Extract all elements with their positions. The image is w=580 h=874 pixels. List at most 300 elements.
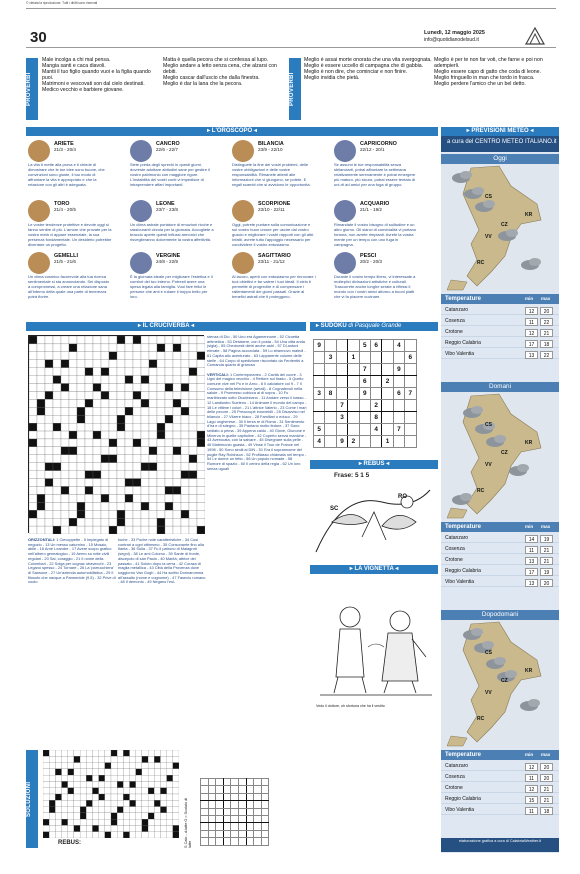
proverbio-line: Meglio andare a letto senza cena, che alzarsi con debiti. (163, 63, 277, 75)
crossword-cell (149, 376, 157, 384)
crossword-cell (197, 376, 205, 384)
solution-cell (111, 800, 117, 806)
crossword-cell (101, 486, 109, 494)
meteo-city-row (441, 328, 559, 337)
solution-cell (62, 781, 68, 787)
solution-sudoku-cell (246, 823, 254, 830)
crossword-cell (45, 352, 53, 360)
crossword-cell (117, 455, 125, 463)
temp-min: 11 (525, 807, 538, 815)
crossword-cell (157, 407, 165, 415)
crossword-cell (173, 376, 181, 384)
crossword-cell (125, 376, 133, 384)
solution-cell (173, 775, 179, 781)
crossword-cell (141, 455, 149, 463)
solution-sudoku-cell (238, 786, 246, 793)
solution-cell (55, 788, 61, 794)
crossword-cell (197, 407, 205, 415)
crossword-cell (53, 494, 61, 502)
solution-cell (105, 756, 111, 762)
crossword-cell (61, 336, 69, 344)
crossword-cell (101, 384, 109, 392)
crossword-cell (125, 391, 133, 399)
crossword-cell (197, 502, 205, 510)
crossword-cell (29, 486, 37, 494)
solution-sudoku-cell (208, 793, 216, 800)
temp-min: 11 (525, 546, 538, 554)
temp-max: 21 (540, 557, 553, 565)
crossword-cell (77, 360, 85, 368)
solution-sudoku-cell (254, 823, 262, 830)
zodiac-name: CAPRICORNO (360, 141, 397, 147)
temp-max: 20 (540, 774, 553, 782)
sudoku-cell: 2 (348, 436, 359, 448)
crossword-cell (101, 526, 109, 534)
city-name: Vibo Valentia (445, 807, 475, 813)
crossword-cell (45, 463, 53, 471)
solution-cell (86, 788, 92, 794)
sudoku-cell (348, 364, 359, 376)
solution-sudoku-cell (246, 801, 254, 808)
crossword-cell (69, 360, 77, 368)
solution-cell (148, 788, 154, 794)
crossword-cell (157, 494, 165, 502)
solution-sudoku-cell (231, 830, 239, 837)
crossword-cell (117, 423, 125, 431)
crossword-cell (189, 415, 197, 423)
solution-cell (117, 769, 123, 775)
solution-sudoku-cell (201, 779, 209, 786)
crossword-cell (125, 526, 133, 534)
solution-cell (99, 813, 105, 819)
crossword-cell (109, 510, 117, 518)
solution-cell (74, 781, 80, 787)
city-name: Catanzaro (445, 535, 469, 541)
crossword-cell (181, 391, 189, 399)
crossword-cell (77, 423, 85, 431)
copyright-notice: © vietata la riproduzione. Tutti i diritti sono riservati (26, 1, 98, 5)
solution-cell (55, 756, 61, 762)
solution-cell (117, 807, 123, 813)
solution-cell (123, 813, 129, 819)
solution-cell (105, 825, 111, 831)
solution-cell (43, 825, 49, 831)
crossword-cell (53, 463, 61, 471)
solution-cell (49, 807, 55, 813)
crossword-cell (165, 486, 173, 494)
crossword-cell (173, 360, 181, 368)
solution-cell (117, 800, 123, 806)
solution-cell (160, 825, 166, 831)
crossword-cell (45, 526, 53, 534)
solution-cell (167, 756, 173, 762)
crossword-cell (93, 423, 101, 431)
crossword-cell (61, 399, 69, 407)
crossword-cell (173, 463, 181, 471)
meteo-map-label: VV (485, 690, 492, 696)
solution-cell (154, 832, 160, 838)
crossword-cell (189, 518, 197, 526)
solution-cell (43, 781, 49, 787)
cruciverba-def-mid: foche - 33 Poche note caratteristiche - 34 Così contrari a ogni ottimsmo - 35 Consonante fino alla fianta - 36 Sulla - 37 Fu il patrono di Malagroti (segni) - 38 Le ami Colomo - 39 Sante di fronte, discepolo di san Paolo - 40 Marità, attrice del passato - 41 Soluto dopo la cerra - 42 Coraza di maglia metallica - 43 Città della Provenza dove soggiornò Van Gogh - 44 Ha scritto Donnaromma all'assalto (nome e cognome) - 47 Fasecio romano - 48 Il demonio - 49 Negano l'esi- (118, 537, 206, 585)
crossword-cell (109, 384, 117, 392)
zodiac-name: ACQUARIO (360, 201, 390, 207)
crossword-cell (125, 368, 133, 376)
solution-sudoku-cell (216, 793, 224, 800)
crossword-cell (189, 463, 197, 471)
crossword-cell (101, 494, 109, 502)
crossword-cell (157, 431, 165, 439)
crossword-cell (173, 471, 181, 479)
sudoku-cell (393, 412, 404, 424)
zodiac-text: Se assumi le tue responsabilità senza sbilanciarti, potrai affrontare la settimana relativamente serenamente e potrai emergere più maturo, più sicuro, potrai essere tentato di uni-rti ad amici per una fuga di gruppo. (334, 162, 416, 187)
zodiac-icon (28, 140, 50, 162)
crossword-cell (149, 518, 157, 526)
solution-cell (68, 750, 74, 756)
crossword-cell (101, 344, 109, 352)
sudoku-cell: 3 (314, 388, 325, 400)
crossword-cell (141, 344, 149, 352)
sudoku-cell: 7 (405, 388, 416, 400)
solution-cell (123, 807, 129, 813)
crossword-cell (69, 502, 77, 510)
zodiac-leone (130, 200, 228, 256)
solution-cell (148, 819, 154, 825)
crossword-cell (173, 368, 181, 376)
crossword-cell (45, 407, 53, 415)
solution-cell (160, 769, 166, 775)
crossword-cell (61, 486, 69, 494)
temp-max: 22 (540, 318, 553, 326)
crossword-cell (53, 415, 61, 423)
meteo-city-row (441, 306, 559, 315)
city-name: Crotone (445, 785, 463, 791)
crossword-cell (141, 510, 149, 518)
crossword-cell (93, 518, 101, 526)
crossword-cell (125, 502, 133, 510)
solution-cell (92, 807, 98, 813)
zodiac-name: PESCI (360, 253, 377, 259)
crossword-cell (181, 455, 189, 463)
solution-cell (154, 775, 160, 781)
solution-cell (173, 794, 179, 800)
crossword-cell (165, 502, 173, 510)
crossword-cell (117, 352, 125, 360)
city-name: Vibo Valentia (445, 351, 475, 357)
solution-cell (43, 794, 49, 800)
crossword-cell (141, 463, 149, 471)
crossword-cell (133, 494, 141, 502)
solution-sudoku-cell (223, 786, 231, 793)
header-date: Lunedì, 12 maggio 2025 (424, 30, 485, 36)
meteo-city-row (441, 350, 559, 359)
meteo-city-row (441, 545, 559, 554)
crossword-cell (37, 384, 45, 392)
solution-cell (142, 800, 148, 806)
temp-max: 18 (540, 807, 553, 815)
solution-cell (105, 813, 111, 819)
crossword-cell (101, 352, 109, 360)
crossword-cell (85, 439, 93, 447)
solution-cell (74, 756, 80, 762)
solution-cell (117, 750, 123, 756)
solution-sudoku-cell (261, 779, 269, 786)
meteo-map-label: KR (525, 668, 533, 674)
solution-cell (49, 813, 55, 819)
crossword-cell (141, 399, 149, 407)
crossword-cell (165, 376, 173, 384)
solution-cell (105, 775, 111, 781)
solution-cell (117, 832, 123, 838)
crossword-cell (117, 471, 125, 479)
crossword-cell (165, 344, 173, 352)
solution-cell (62, 775, 68, 781)
crossword-cell (181, 447, 189, 455)
solution-cell (142, 794, 148, 800)
crossword-cell (53, 376, 61, 384)
solution-cell (80, 813, 86, 819)
zodiac-sagittario (232, 252, 330, 308)
crossword-cell (189, 360, 197, 368)
sudoku-cell (348, 376, 359, 388)
rebus-frase: Frase: 5 1 5 (334, 472, 370, 479)
solution-cell (92, 775, 98, 781)
cruciverba-def-right: stenza di Dio - 50 Uno era Agamennone - 52 Cicoetta aritmetica - 53 Desistere, con il posta - 54 Una città anda (sigla) - 55 Checicesti dietri anche astri - 57 Di antoni elevate - 58 Pagina accorciata - 59 Lo sfrannovo maledi - 61 Capita allo aventurato - 63 Lapparente volume delle stelle - 64 Corpo di spedizione riscontato da Ferdenthi a Comanda quarto di grancso VERTICALI: 1 Contemporaneo - 2 Cavità del cuore - 3 Ugni del magico vecchio - 4 Rettore sul tirado - 5 Quello comune vive nel Po e in Arno - 6 Il calciatore col 9 - 7 Il Consumo della televisione (aerali) - 8 Cognatevoli nella salute - 9 Promesso cubicca al di sopra - 10 Fu martirizzato sotto Diocleziano - 11 Andare verso il basso - 12 Landlustro Sueteno - 14 Animare il mondo del campo - 18 Le vittime i colori - 21 L'attrice Valerio - 23 Come i mari delle pecore - 25 Preoccupè innovebili - 28 Disavviso nel bilancio - 27 Vilzere biaco - 28 Familiari o educo - 29 Lago ungherese - 30 Il terza re di Roma - 31 Sentimento d'ira e di sdegno - 35 Pantano molto fedore - 37 Sono sediato a prima - 39 Appena caldo - 40 Giove, Giunone e Minerva in quelle capitoline - 42 Coperto senza maniche - 43 Averocata, con la salvare - 45 Disegnare sulla pelle - 46 Matrimonio guasta - 49 Vinse il Tour de France nel 1998 - 50 Sono simili ai DIN - 51 Era il soprannome del pugile Ray Robinson - 52 Profilasso chiamata nel tempo - 54 Le donne un tetto - 56 Un popolo nomade - 58 Rumore di spazio - 60 Il centro della regia - 62 Un loro senza uguali (207, 334, 307, 471)
crossword-cell (69, 415, 77, 423)
crossword-cell (61, 384, 69, 392)
solution-cell (154, 813, 160, 819)
crossword-cell (101, 376, 109, 384)
crossword-cell (125, 336, 133, 344)
crossword-cell (149, 510, 157, 518)
crossword-cell (197, 399, 205, 407)
solution-cell (68, 807, 74, 813)
crossword-cell (53, 423, 61, 431)
crossword-cell (165, 360, 173, 368)
proverbio-line: Meglio fringuello in man che tordo in frasca. (434, 75, 535, 81)
temp-max: 21 (540, 546, 553, 554)
crossword-cell (141, 376, 149, 384)
crossword-cell (133, 407, 141, 415)
solution-sudoku-cell (231, 779, 239, 786)
solution-sudoku-cell (261, 786, 269, 793)
solution-cell (92, 756, 98, 762)
solution-cell (136, 819, 142, 825)
solution-cell (80, 769, 86, 775)
solution-sudoku-cell (254, 779, 262, 786)
crossword-cell (165, 455, 173, 463)
crossword-cell (109, 391, 117, 399)
crossword-cell (189, 399, 197, 407)
crossword-cell (85, 431, 93, 439)
crossword-cell (181, 407, 189, 415)
zodiac-name: TORO (54, 201, 70, 207)
sudoku-cell: 6 (393, 388, 404, 400)
solution-cell (74, 819, 80, 825)
solution-cell (99, 800, 105, 806)
crossword-cell (181, 518, 189, 526)
sudoku-cell (382, 424, 393, 436)
crossword-cell (141, 423, 149, 431)
crossword-cell (117, 526, 125, 534)
crossword-cell (197, 336, 205, 344)
solution-cell (80, 788, 86, 794)
sudoku-cell: 2 (382, 376, 393, 388)
vignetta-illustration (312, 577, 438, 701)
solution-cell (55, 769, 61, 775)
proverbio-line: Mantii il tuo figlio quando vuoi e la figlia quando puoi. (42, 69, 151, 81)
crossword-cell (173, 502, 181, 510)
crossword-cell (53, 455, 61, 463)
solution-cell (111, 813, 117, 819)
crossword-cell (85, 471, 93, 479)
crossword-cell (141, 518, 149, 526)
solution-cell (68, 813, 74, 819)
solution-cell (92, 788, 98, 794)
solution-cell (105, 794, 111, 800)
solution-sudoku-cell (231, 808, 239, 815)
meteo-temp-header (441, 522, 559, 532)
solution-cell (43, 832, 49, 838)
solution-cell (99, 832, 105, 838)
solution-sudoku-cell (246, 786, 254, 793)
crossword-cell (37, 415, 45, 423)
crossword-cell (109, 526, 117, 534)
crossword-cell (117, 518, 125, 526)
solution-cell (80, 794, 86, 800)
solution-cell (68, 800, 74, 806)
solution-cell (160, 750, 166, 756)
crossword-cell (77, 391, 85, 399)
solution-cell (111, 825, 117, 831)
sudoku-cell (359, 412, 370, 424)
solution-cell (167, 832, 173, 838)
solution-cell (117, 825, 123, 831)
crossword-cell (37, 463, 45, 471)
crossword-cell (69, 471, 77, 479)
crossword-cell (117, 439, 125, 447)
sudoku-cell (370, 364, 381, 376)
min-label: min (525, 524, 534, 529)
crossword-cell (69, 407, 77, 415)
crossword-cell (133, 518, 141, 526)
crossword-cell (157, 518, 165, 526)
sudoku-cell (348, 400, 359, 412)
solution-cell (160, 775, 166, 781)
zodiac-name: ARIETE (54, 141, 74, 147)
crossword-cell (29, 399, 37, 407)
crossword-cell (117, 344, 125, 352)
crossword-cell (93, 368, 101, 376)
crossword-cell (93, 344, 101, 352)
crossword-cell (29, 510, 37, 518)
sudoku-cell (405, 400, 416, 412)
solution-cell (62, 763, 68, 769)
crossword-cell (189, 471, 197, 479)
sudoku-cell (370, 376, 381, 388)
crossword-cell (85, 399, 93, 407)
solution-cell (160, 794, 166, 800)
vignetta-caption: Vedo il dottore, oh sfortuna che ha il vestito (316, 704, 385, 708)
sudoku-cell (348, 340, 359, 352)
crossword-cell (165, 368, 173, 376)
solution-sudoku-cell (208, 786, 216, 793)
solution-cell (92, 800, 98, 806)
solution-sudoku-cell (231, 801, 239, 808)
crossword-cell (77, 510, 85, 518)
crossword-cell (181, 486, 189, 494)
crossword-cell (69, 463, 77, 471)
solution-cell (49, 794, 55, 800)
crossword-cell (181, 399, 189, 407)
solution-cell (148, 813, 154, 819)
min-label: min (525, 752, 534, 757)
solution-cell (43, 807, 49, 813)
crossword-cell (109, 439, 117, 447)
crossword-cell (77, 431, 85, 439)
meteo-city-row (441, 317, 559, 326)
crossword-cell (37, 391, 45, 399)
crossword-cell (141, 431, 149, 439)
solution-cell (117, 788, 123, 794)
crossword-cell (165, 439, 173, 447)
crossword-cell (117, 391, 125, 399)
solution-cell (80, 750, 86, 756)
solution-cell (130, 763, 136, 769)
solution-cell (80, 807, 86, 813)
solution-cell (117, 819, 123, 825)
crossword-cell (157, 360, 165, 368)
solution-cell (55, 819, 61, 825)
proverbio-line: Meglio perdere l'amico che un bel detto. (434, 81, 526, 87)
crossword-cell (101, 368, 109, 376)
sudoku-cell (382, 400, 393, 412)
solution-cell (154, 819, 160, 825)
solution-sudoku-cell (208, 808, 216, 815)
solution-cell (74, 763, 80, 769)
crossword-cell (173, 447, 181, 455)
crossword-cell (117, 486, 125, 494)
sudoku-cell: 3 (336, 412, 347, 424)
crossword-cell (69, 447, 77, 455)
rebus-letters-2: RO (398, 494, 407, 500)
rebus-letters-1: SC (330, 506, 339, 512)
solution-cell (92, 825, 98, 831)
sudoku-cell (359, 400, 370, 412)
solution-sudoku-cell (238, 808, 246, 815)
crossword-cell (173, 494, 181, 502)
solution-sudoku-cell (238, 838, 246, 845)
solution-cell (49, 788, 55, 794)
solution-cell (62, 769, 68, 775)
crossword-cell (85, 415, 93, 423)
city-name: Reggio Calabria (445, 568, 481, 574)
crossword-cell (53, 526, 61, 534)
crossword-cell (93, 415, 101, 423)
crossword-cell (157, 399, 165, 407)
solution-cell (117, 781, 123, 787)
sudoku-cell (348, 424, 359, 436)
solution-sudoku-cell (231, 838, 239, 845)
crossword-cell (61, 407, 69, 415)
solution-cell (99, 794, 105, 800)
meteo-city-row (441, 556, 559, 565)
crossword-cell (69, 344, 77, 352)
crossword-cell (133, 352, 141, 360)
sudoku-cell: 7 (336, 400, 347, 412)
meteo-city-row (441, 567, 559, 576)
crossword-cell (93, 352, 101, 360)
